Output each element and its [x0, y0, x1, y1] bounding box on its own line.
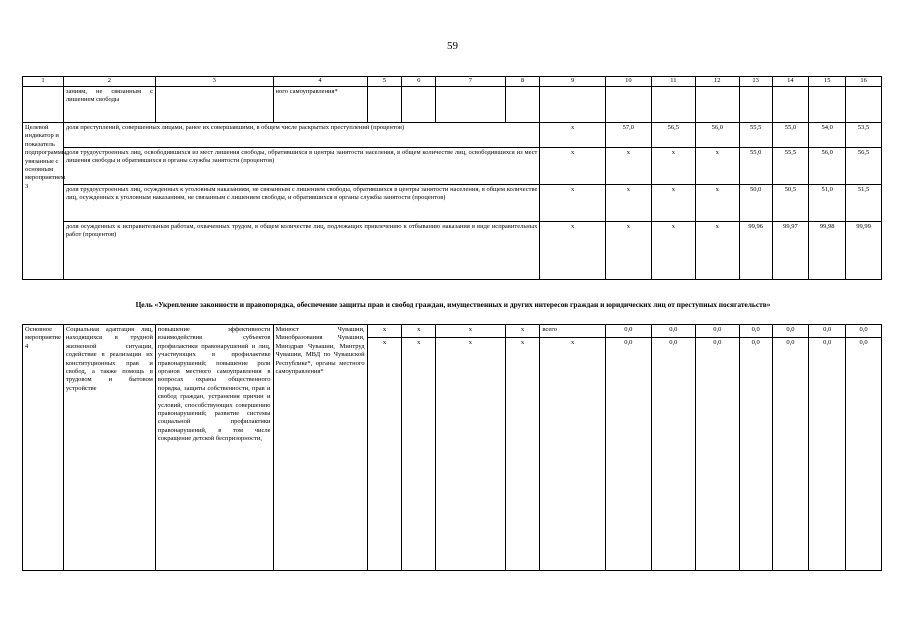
table-cell: х: [436, 338, 506, 571]
table-cell: 99,96: [739, 222, 772, 280]
table-cell: 0,0: [605, 338, 651, 571]
continuation-row: [23, 87, 882, 123]
table-row: [23, 123, 882, 148]
header-cell: 15: [809, 77, 846, 87]
header-cell: 9: [540, 77, 605, 87]
header-cell: 16: [846, 77, 882, 87]
header-cell: 8: [505, 77, 540, 87]
target-label: Целевой индикатор и показатель подпрограммы, увязанные с основным мероприятием 3: [23, 123, 64, 280]
table-cell: 50,5: [772, 185, 809, 222]
indicator-text: доля преступлений, совершенных лицами, ранее их совершавшими, в общем числе раскрытых преступлений (процентов): [63, 123, 540, 148]
table-cell: х: [540, 338, 605, 571]
table-cell: х: [695, 222, 739, 280]
table-cell: х: [505, 338, 540, 571]
table-cell: х: [436, 325, 506, 338]
table-cell: ного самоуправления*: [273, 87, 367, 123]
table-cell: 54,0: [809, 123, 846, 148]
event-label: Основное мероприятие 4: [23, 325, 64, 571]
table-row: [23, 148, 882, 185]
table-cell: х: [695, 148, 739, 185]
event-title: Социальная адаптация лиц, находящихся в трудной жизненной ситуации, содействие в реализации их конституционных прав и свобод, а также помощь в трудовом и бытовом устройстве: [63, 325, 155, 571]
main-event-table: [22, 324, 882, 571]
table-cell: х: [651, 222, 695, 280]
table-cell: 0,0: [772, 338, 809, 571]
indicators-table: [22, 76, 882, 280]
event-executors: Минюст Чувашии, Минобразования Чувашии, Минздрав Чувашии, Минтруд Чувашии, МВД по Чувашской Республике*, органы местного самоуправления*: [273, 325, 367, 571]
table-cell: 0,0: [846, 338, 882, 571]
table-cell: х: [402, 325, 436, 338]
header-cell: 2: [63, 77, 155, 87]
table-cell: 0,0: [772, 325, 809, 338]
table-cell: 53,5: [846, 123, 882, 148]
table-cell: 55,5: [739, 123, 772, 148]
page-number: 59: [447, 40, 458, 52]
table-row: [23, 222, 882, 280]
table-cell: 55,5: [772, 148, 809, 185]
header-cell: 1: [23, 77, 64, 87]
table-cell: [155, 87, 273, 123]
table-cell: [23, 87, 64, 123]
header-cell: 4: [273, 77, 367, 87]
table-cell: 50,0: [739, 185, 772, 222]
header-cell: 6: [402, 77, 436, 87]
table-cell: 55,0: [772, 123, 809, 148]
table-cell: 0,0: [809, 338, 846, 571]
table-cell: 99,97: [772, 222, 809, 280]
table-cell: 56,5: [846, 148, 882, 185]
table-cell: х: [540, 148, 605, 185]
indicator-text: доля трудоустроенных лиц, осужденных к уголовным наказаниям, не связанным с лишением свободы, обратившихся в центры занятости населения, в общем количестве лиц, осужденных к уголовным наказаниям, не связанным с лишением свободы, и обратившихся в органы службы занятости (процентов): [63, 185, 540, 222]
table-cell: 0,0: [809, 325, 846, 338]
table-cell: х: [605, 185, 651, 222]
table-cell: 0,0: [739, 325, 772, 338]
table-cell: х: [540, 222, 605, 280]
table-cell: х: [540, 123, 605, 148]
header-cell: 14: [772, 77, 809, 87]
table-cell: 55,0: [739, 148, 772, 185]
table-cell: 57,0: [605, 123, 651, 148]
header-cell: 7: [436, 77, 506, 87]
table-cell: х: [505, 325, 540, 338]
table-cell: всего: [540, 325, 605, 338]
header-cell: 13: [739, 77, 772, 87]
header-cell: 12: [695, 77, 739, 87]
goal-heading: Цель «Укрепление законности и правопорядка, обеспечение защиты прав и свобод граждан, имущественных и других интересов граждан и юридических лиц от преступных посягательств»: [135, 300, 771, 309]
indicator-text: доля осужденных к исправительным работам, охваченных трудом, в общем количестве лиц, подлежащих привлечению к отбыванию наказания в виде исправительных работ (процентов): [63, 222, 540, 280]
table-cell: х: [367, 325, 402, 338]
table-cell: 56,0: [695, 123, 739, 148]
table-cell: х: [605, 222, 651, 280]
table-cell: х: [367, 338, 402, 571]
indicator-text: доля трудоустроенных лиц, освободившихся из мест лишения свободы, обратившихся в центры занятости населения, в общем количестве лиц, освободившихся из мест лишения свободы и обратившихся в органы службы занятости (процентов): [63, 148, 540, 185]
table-cell: 99,98: [809, 222, 846, 280]
table-cell: 0,0: [651, 338, 695, 571]
table-row: [23, 185, 882, 222]
header-row: [23, 77, 882, 87]
header-cell: 10: [605, 77, 651, 87]
event-description: повышение эффективности взаимодействия субъектов профилактики правонарушений и лиц, участвующих в профилактике правонарушений; повышение роли органов местного самоуправления в вопросах охраны общественного порядка, защиты собственности, прав и свобод граждан, устранения причин и условий, способствующих совершению правонарушений; развитие системы социальной профилактики правонарушений, в том числе сокращение детской беспризорности,: [155, 325, 273, 571]
table-row: [23, 325, 882, 338]
table-cell: х: [651, 185, 695, 222]
table-cell: 56,5: [651, 123, 695, 148]
table-cell: х: [695, 185, 739, 222]
table-cell: 0,0: [695, 338, 739, 571]
table-cell: 0,0: [605, 325, 651, 338]
table-cell: заниям, не связанным с лишением свободы: [63, 87, 155, 123]
table-cell: 99,99: [846, 222, 882, 280]
table-cell: х: [605, 148, 651, 185]
table-cell: 56,0: [809, 148, 846, 185]
table-cell: 0,0: [739, 338, 772, 571]
table-cell: х: [651, 148, 695, 185]
header-cell: 3: [155, 77, 273, 87]
table-cell: х: [540, 185, 605, 222]
header-cell: 5: [367, 77, 402, 87]
table-cell: 51,0: [809, 185, 846, 222]
table-cell: 0,0: [695, 325, 739, 338]
table-cell: х: [402, 338, 436, 571]
table-cell: 51,5: [846, 185, 882, 222]
table-cell: 0,0: [651, 325, 695, 338]
table-cell: 0,0: [846, 325, 882, 338]
header-cell: 11: [651, 77, 695, 87]
